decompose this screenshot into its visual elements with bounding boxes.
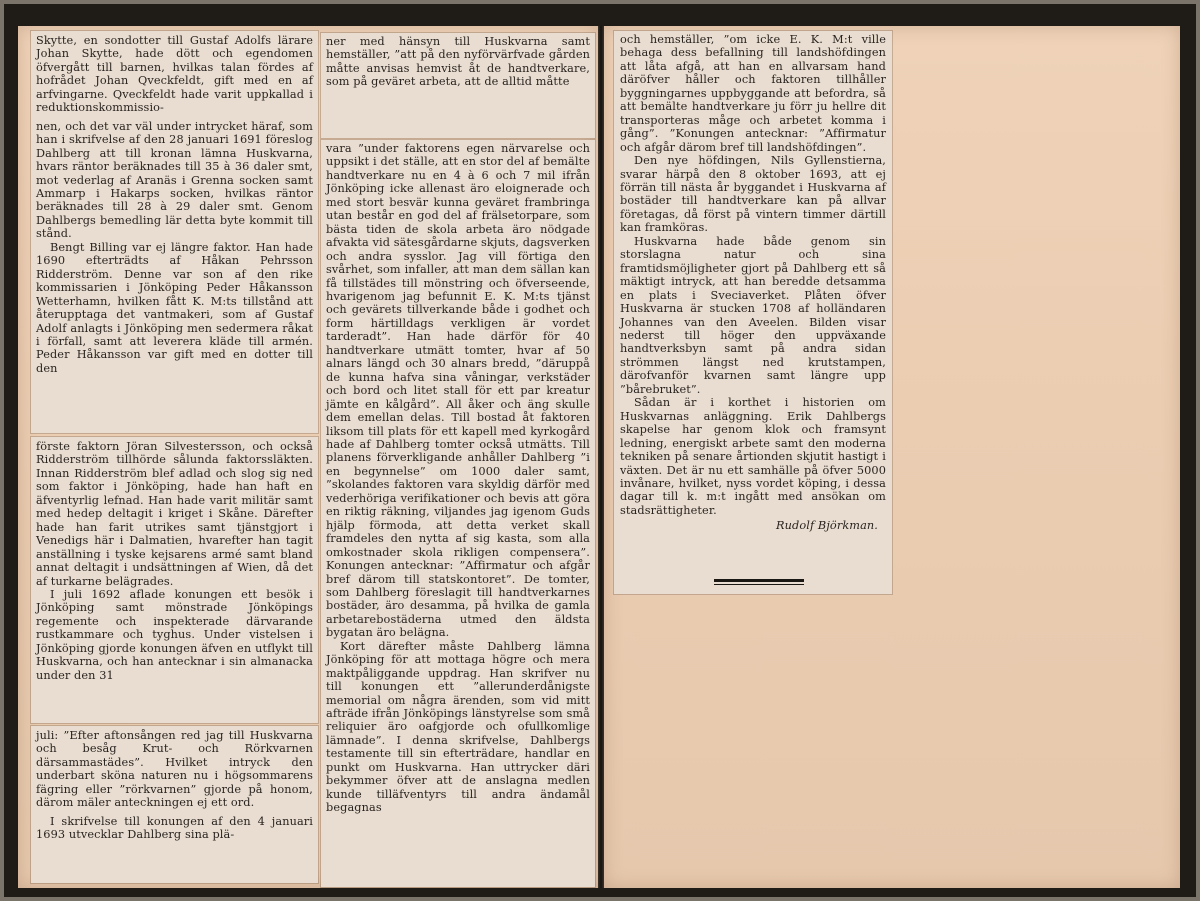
paragraph: juli: ”Efter aftonsången red jag till Huskvarna och besåg Krut- och Rörkvarnen därsammastädes”. Hvilket intryck den underbart sköna naturen nu i högsommarens fägring eller ”rörkvarnen” gjorde på honom, därom mäler anteckningen ej ett ord. (36, 729, 313, 810)
paragraph: ner med hänsyn till Huskvarna samt hemställer, ”att på den nyförvärfvade gården måtte anvisas hemvist åt de handtverkare, som på geväret arbeta, att de alltid måtte (326, 35, 590, 89)
right-page (604, 26, 1180, 888)
end-rule-thin (714, 584, 804, 585)
paragraph: I skrifvelse till konungen af den 4 januari 1693 utvecklar Dahlberg sina plä- (36, 814, 313, 842)
left-page (18, 26, 598, 888)
paragraph: Sådan är i korthet i historien om Huskvarnas anläggning. Erik Dahlbergs skapelse har genom klok och framsynt ledning, energiskt arbete samt den moderna tekniken på senare årtionden skjutit hastigt i växten. Det är nu ett samhälle på öfver 5000 invånare, hvilket, nyss vordet köping, i dessa dagar till k. m:t ingått med ansökan om stadsrättigheter. (620, 396, 886, 517)
paragraph: förste faktorn Jöran Silvestersson, och också Ridderström tillhörde sålunda faktorssläkten. Innan Ridderström blef adlad och slog sig ned som faktor i Jönköping, hade han haft en äfventyrlig lefnad. Han hade varit militär samt med hedер deltagit i kriget i Skåne. Därefter hade han farit utrikes samt tjänstgjort i Venedigs här i Dalmatien, hvarefter han tagit anställning i tyske kejsarens armé samt bland annat deltagit i undsättningen af Wien, då det af turkarne belägrades. (36, 440, 313, 588)
clipping-column-2-main (321, 140, 595, 887)
paragraph: nen, och det var väl under intrycket häraf, som han i skrifvelse af den 28 januari 1691 föreslog Dahlberg att till kronan lämna Huskvarna, hvars räntor beräknades till 35 à 36 daler smt, mot vederlag af Aranäs i Grenna socken samt Ammarp i Hakarps socken, hvilkas räntor beräknades till 28 à 29 daler smt. Genom Dahlbergs bemedling lär detta byte kommit till stånd. (36, 119, 313, 241)
scrapbook-board (4, 4, 1196, 897)
paragraph: Huskvarna hade både genom sin storslagna natur och sina framtidsmöjligheter gjort på Dahlberg ett så mäktigt intryck, att han beredde detsamma en plats i Sveciaverket. Plåten öfver Huskvarna är stucken 1708 af holländaren Johannes van den Aveelen. Bilden visar nederst till höger den uppväxande handtverksbyn samt på andra sidan strömmen längst ned krutstampen, därofvanför kvarnen samt längre upp ”bårebruket”. (620, 234, 886, 396)
paragraph: Kort därefter måste Dahlberg lämna Jönköping för att mottaga högre och mera maktpåliggande uppdrag. Han skrifver nu till konungen ett ”allerunderdånigste memorial om några ärenden, som vid mitt afträde ifrån Jönköpings länstyrelse som små reliquier äro oafgjorde och ofullkomlige lämnade”. I denna skrifvelse, Dahlbergs testamente till sin efterträdare, handlar en punkt om Huskvarna. Han uttrycker däri bekymmer öfver att de anslagna medlen kunde tilläfventyrs till andra ändamål begagnas (326, 639, 590, 815)
clipping-column-2-top (321, 33, 595, 138)
clipping-column-1-bottom (31, 726, 318, 883)
paragraph: och hemställer, ”om icke E. K. M:t ville behaga dess befallning till landshöfdingen att låta afgå, att han en allvarsam hand däröfver håller och faktoren tillhåller byggningarnes uppbyggande att befordra, så att bemälte handtverkare ju förr ju hellre dit transporteras måge och arbetet komma i gång”. ”Konungen antecknar: ”Affirmatur och afgår därom bref till landshöfdingen”. (620, 33, 886, 154)
paragraph: Skytte, en sondotter till Gustaf Adolfs lärare Johan Skytte, hade dött och egendomen öfvergått till barnen, hvilkas talan fördes af hofrådet Johan Qveckfeldt, gift med en af arfvingarne. Qveckfeldt hade varit uppkallad i reduktionskommissio- (36, 34, 313, 115)
paragraph: Den nye höfdingen, Nils Gyllenstierna, svarar härpå den 8 oktober 1693, att ej förrän till nästa år byggandet i Huskvarna af bostäder till handtverkare kan på allvar företagas, då först på vintern timmer därtill kan framköras. (620, 154, 886, 235)
paragraph: vara ”under faktorens egen närvarelse och uppsikt i det ställe, att en stor del af bemälte handtverkare nu en 4 à 6 och 7 mil ifrån Jönköping icke allenast äro eloignerade och med stort besvär kunna geväret frambringa utan består en god del af frälsetorpare, som bästa tiden de skola arbeta äro nödgade afvakta vid sätesgårdarne skjuts, dagsverken och andra sysslor. Jag vill förtiga den svårhet, som infaller, att man dem sällan kan få tillstädes till mönstring och öfverseende, hvarigenom jag befunnit E. K. M:ts tjänst och gevärets tillverkande både i godhet och form härtilldags verkligen är vordet tarderadt”. Han hade därför för 40 handtverkare utmätt tomter, hvar af 50 alnars längd och 30 alnars bredd, ”däruppå de kunna hafva sina våningar, verkstäder och bord och litet stall för ett par kreatur jämte en kålgård”. All åker och äng skulle dem emellan delas. Till bostad åt faktoren liksom till plats för ett kapell med kyrkogård hade af Dahlberg tomter också utmätts. Till planens förverkligande anhåller Dahlberg ”i en begynnelse” om 1000 daler samt, ”skolandes faktoren vara skyldig därför med vederhöriga verifikationer och bevis att göra en riktig räkning, viljandes jag igenom Guds hjälp förmoda, att detta verket skall framdeles den nytta af sig kasta, som alla omkostnader skola rikligen compensera”. Konungen antecknar: ”Affirmatur och afgår bref därom till statskontoret”. De tomter, som Dahlberg föreslagit till handtverkarnes bostäder, äro desamma, på hvilka de gamla arbetarebostäderna utmed den äldsta bygatan äro belägna. (326, 142, 591, 640)
paragraph: I juli 1692 aflade konungen ett besök i Jönköping samt mönstrade Jönköpings regemente och inspekterade därvarande rustkammare och tyghus. Under vistelsen i Jönköping gjorde konungen äfven en utflykt till Huskvarna, och han antecknar i sin almanacka under den 31 (36, 587, 313, 682)
clipping-column-1-top (31, 31, 318, 433)
clipping-column-3 (614, 31, 892, 594)
author-signature: Rudolf Björkman. (776, 519, 878, 533)
end-rule-thick (714, 579, 804, 582)
paragraph: Bengt Billing var ej längre faktor. Han hade 1690 efterträdts af Håkan Pehrsson Ridderström. Denne var son af den rike kommissarien i Jönköping Peder Håkansson Wetterhamn, hvilken fått K. M:ts tillstånd att återupptaga det vantmakeri, som af Gustaf Adolf anlagts i Jönköping men sedermera råkat i förfall, samt att leverera kläde till armén. Peder Håkansson var gift med en dotter till den (36, 240, 313, 375)
clipping-column-1-middle (31, 437, 318, 723)
